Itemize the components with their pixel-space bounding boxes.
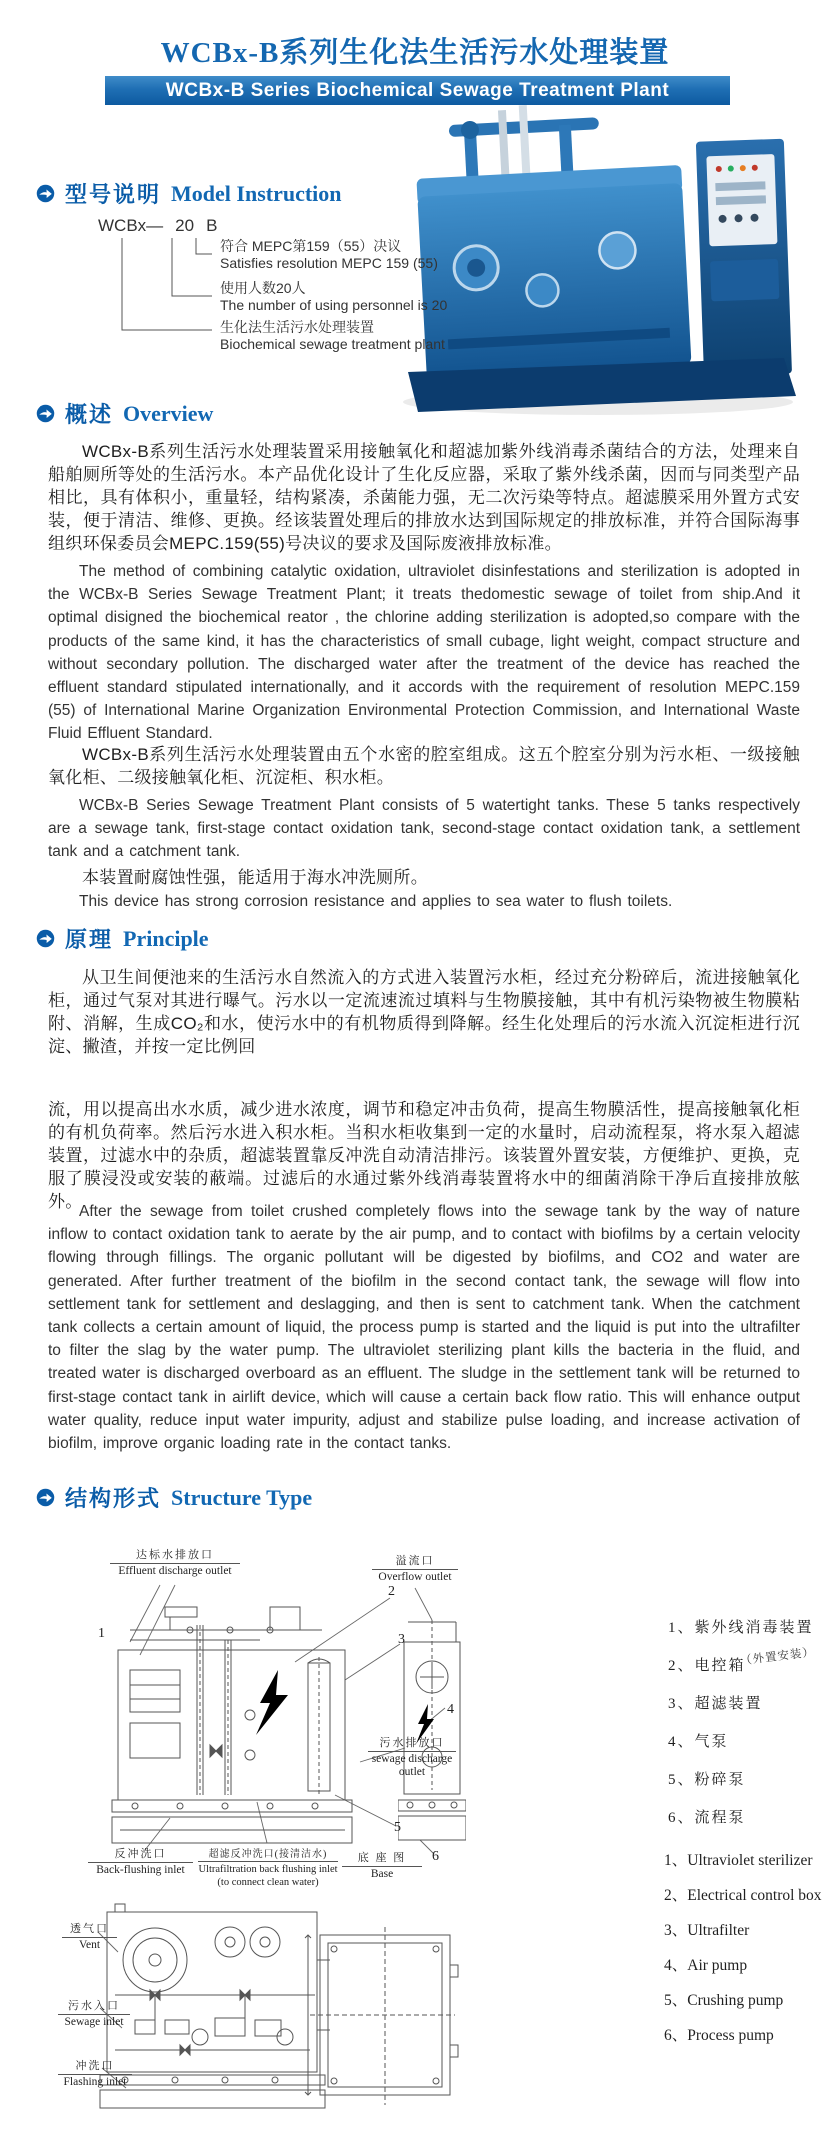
legend-cn-label-4: 气泵	[694, 1734, 729, 1750]
overview-paragraph-cn-1: WCBx-B系列生活污水处理装置采用接触氧化和超滤加紫外线消毒杀菌结合的方法，处理来自船舶厕所等处的生活污水。本产品优化设计了生化反应器，采取了紫外线杀菌，因而与同类型产品相比，具有体积小，重量轻，结构紧凑，杀菌能力强，无二次污染等特点。超滤膜采用外置方式安装，便于清洁、维修、更换。经该装置处理后的排放水达到国际规定的排放标准，并符合国际海事组织环保委员会MEPC.159(55)号决议的要求及国际废液排放标准。	[48, 442, 800, 553]
label-vent-cn: 透气口	[62, 1920, 117, 1938]
diagram-front-view	[110, 1595, 360, 1850]
legend-en-label-4: Air pump	[687, 1957, 748, 1974]
legend-cn-item-1	[668, 1616, 814, 1637]
legend-cn-num-3: 3、	[668, 1696, 695, 1712]
legend-en-item-6	[664, 2023, 822, 2045]
label-vent	[62, 1920, 117, 1952]
model-note-type-en: Biochemical sewage treatment plant	[220, 336, 445, 352]
overview-paragraph-en-2: WCBx-B Series Sewage Treatment Plant consists of 5 watertight tanks. These 5 tanks respectively are a sewage tank, first-stage contact oxidation tank, second-stage contact oxidation tank, a settlement tank and a catchment tank.	[48, 797, 800, 861]
legend-cn-num-4: 4、	[668, 1734, 695, 1750]
label-flashing-inlet	[58, 2057, 132, 2089]
legend-cn-item-5	[668, 1768, 814, 1789]
legend-cn-label-3: 超滤装置	[694, 1696, 763, 1712]
legend-cn-item-6	[668, 1806, 814, 1827]
section-title-overview-en: Overview	[123, 400, 214, 426]
section-title-principle-en: Principle	[123, 925, 209, 951]
arrow-circle-icon	[36, 1488, 55, 1507]
legend-cn-label-6: 流程泵	[694, 1810, 746, 1826]
label-flashing-inlet-en: Flashing inlet	[63, 2076, 127, 2088]
model-code	[98, 216, 217, 236]
legend-en-num-3: 3、	[664, 1922, 688, 1939]
label-overflow-outlet-cn: 溢流口	[372, 1552, 458, 1570]
arrow-circle-icon	[36, 929, 55, 948]
label-sewage-inlet-en: Sewage inlet	[64, 2016, 124, 2028]
arrow-circle-icon	[36, 184, 55, 203]
legend-en-item-4	[664, 1953, 822, 1975]
overview-paragraph-en-3: This device has strong corrosion resistance and applies to sea water to flush toilets.	[79, 893, 673, 910]
model-note-personnel	[220, 280, 550, 314]
label-effluent-outlet	[110, 1546, 240, 1578]
callout-1: 1	[98, 1626, 105, 1641]
section-title-model-en: Model Instruction	[171, 180, 342, 206]
diagram-base-view	[300, 1925, 460, 2110]
model-note-type-cn: 生化法生活污水处理装置	[220, 319, 374, 335]
section-title-structure-en: Structure Type	[171, 1484, 313, 1510]
diagram-side-view	[398, 1592, 466, 1852]
legend-cn-label-5: 粉碎泵	[694, 1772, 746, 1788]
legend-cn-num-6: 6、	[668, 1810, 695, 1826]
section-title-overview-cn: 概述	[65, 402, 114, 427]
legend-cn-num-1: 1、	[668, 1620, 695, 1636]
label-base	[342, 1849, 422, 1881]
title-banner: WCBx-B Series Biochemical Sewage Treatment Plant	[105, 76, 730, 105]
label-ultrafiltration-back-flushing-inlet-en: Ultrafiltration back flushing inlet (to connect clean water)	[198, 1864, 338, 1888]
arrow-circle-icon	[36, 404, 55, 423]
model-code-prefix: WCBx—	[98, 216, 164, 235]
legend-en-label-2: Electrical control box	[687, 1887, 822, 1904]
legend-cn-num-5: 5、	[668, 1772, 695, 1788]
legend-note-external-install: （外置安装）	[739, 1646, 816, 1668]
label-effluent-outlet-en: Effluent discharge outlet	[118, 1565, 232, 1577]
label-back-flushing-inlet	[88, 1845, 193, 1877]
overview-paragraph-en-1: The method of combining catalytic oxidation, ultraviolet disinfestations and sterilization is adopted in the WCBx-B Series Sewage Treatment Plant; it treats thedomestic sewage of toilet from ship.And it optimal disigned the biochemical reator , the chlorine adding sterilization is adopted,so compare with the products of the same kind, it has the characteristics of small cubage, light weight, compact structure and without secondary pollution. The discharged water after the treatment of the device has reached the effluent standard stipulated internationally, and it accords with the requirement of resolution MEPC.159 (55) of International Marine Organization Environmental Protection Commission, and International Waste Fluid Effluent Standard.	[48, 563, 800, 743]
section-heading-model	[36, 178, 342, 209]
principle-paragraph-cn-1: 从卫生间便池来的生活污水自然流入的方式进入装置污水柜，经过充分粉碎后，流进接触氧化柜，通过气泵对其进行曝气。污水以一定流速流过填料与生物膜接触，其中有机污染物被生物膜粘附、消解，生成CO₂和水，使污水中的有机物质得到降解。经生化处理后的污水流入沉淀柜进行沉淀、撇渣，并按一定比例回	[48, 968, 800, 1056]
overview-paragraph-cn-3: 本装置耐腐蚀性强，能适用于海水冲洗厕所。	[82, 868, 428, 887]
label-ultrafiltration-back-flushing-inlet-cn: 超滤反冲洗口(接清洁水)	[198, 1845, 338, 1862]
model-code-number: 20	[175, 216, 195, 235]
legend-en-num-5: 5、	[664, 1992, 688, 2009]
label-back-flushing-inlet-cn: 反冲洗口	[88, 1845, 193, 1863]
legend-en-label-6: Process pump	[687, 2027, 774, 2044]
callout-2: 2	[388, 1584, 395, 1599]
model-code-connector-lines	[98, 236, 218, 345]
label-sewage-inlet	[58, 1997, 130, 2029]
legend-en-num-1: 1、	[664, 1852, 688, 1869]
section-heading-principle	[36, 923, 209, 954]
section-title-model-cn: 型号说明	[65, 182, 162, 207]
label-back-flushing-inlet-en: Back-flushing inlet	[96, 1864, 185, 1876]
page-title: WCBx-B系列生化法生活污水处理装置	[160, 37, 670, 69]
legend-en-item-3	[664, 1918, 822, 1940]
label-sewage-inlet-cn: 污水入口	[58, 1997, 130, 2015]
legend-english	[664, 1848, 822, 2045]
label-flashing-inlet-cn: 冲洗口	[58, 2057, 132, 2075]
callout-5: 5	[394, 1820, 401, 1835]
legend-cn-num-2: 2、	[668, 1658, 695, 1674]
legend-en-num-6: 6、	[664, 2027, 688, 2044]
label-overflow-outlet-en: Overflow outlet	[378, 1571, 452, 1583]
label-vent-en: Vent	[78, 1939, 101, 1951]
section-heading-structure	[36, 1482, 312, 1513]
label-base-en: Base	[370, 1868, 394, 1880]
legend-en-num-2: 2、	[664, 1887, 688, 1904]
legend-en-item-5	[664, 1988, 822, 2010]
label-sewage-discharge-outlet-en: sewage discharge outlet	[371, 1753, 453, 1778]
label-ultrafiltration-back-flushing-inlet	[198, 1845, 338, 1889]
legend-en-item-1	[664, 1848, 822, 1870]
model-note-resolution-cn: 符合 MEPC第159（55）决议	[220, 238, 402, 254]
legend-en-label-5: Crushing pump	[687, 1992, 784, 2009]
overview-paragraph-cn-2: WCBx-B系列生活污水处理装置由五个水密的腔室组成。这五个腔室分别为污水柜、一级接触氧化柜、二级接触氧化柜、沉淀柜、积水柜。	[48, 745, 800, 787]
legend-cn-item-4	[668, 1730, 814, 1751]
callout-6: 6	[432, 1849, 439, 1864]
section-title-principle-cn: 原理	[65, 927, 114, 952]
callout-3: 3	[398, 1632, 405, 1647]
section-title-structure-cn: 结构形式	[65, 1486, 162, 1511]
model-note-personnel-en: The number of using personnel is 20	[220, 297, 448, 313]
model-note-personnel-cn: 使用人数20人	[220, 280, 306, 296]
legend-cn-label-1: 紫外线消毒装置	[694, 1620, 814, 1636]
legend-en-num-4: 4、	[664, 1957, 688, 1974]
label-base-cn: 底 座 图	[342, 1849, 422, 1867]
label-sewage-discharge-outlet-cn: 污水排放口	[368, 1734, 456, 1752]
legend-cn-label-2: 电控箱	[694, 1658, 746, 1674]
legend-en-label-3: Ultrafilter	[687, 1922, 750, 1939]
principle-paragraph-cn-2: 流，用以提高出水水质，减少进水浓度，调节和稳定冲击负荷，提高生物膜活性，提高接触氧化柜的有机负荷率。然后污水进入积水柜。当积水柜收集到一定的水量时，启动流程泵，将水泵入超滤装置，过滤水中的杂质，超滤装置靠反冲洗自动清洁排污。该装置外置安装，方便维护、更换，克服了膜浸没或安装的蔽端。过滤后的水通过紫外线消毒装置将水中的细菌消除干净后直接排放舷外。	[48, 1100, 800, 1211]
legend-cn-item-3	[668, 1692, 814, 1713]
legend-en-label-1: Ultraviolet sterilizer	[687, 1852, 813, 1869]
model-note-type	[220, 319, 550, 353]
label-overflow-outlet	[372, 1552, 458, 1584]
legend-en-item-2	[664, 1883, 822, 1905]
label-sewage-discharge-outlet	[368, 1734, 456, 1779]
section-heading-overview	[36, 398, 213, 429]
model-note-resolution-en: Satisfies resolution MEPC 159 (55)	[220, 255, 438, 271]
model-code-suffix: B	[206, 216, 218, 235]
model-note-resolution	[220, 238, 550, 272]
label-effluent-outlet-cn: 达标水排放口	[110, 1546, 240, 1564]
callout-4: 4	[447, 1702, 454, 1717]
principle-paragraph-en: After the sewage from toilet crushed completely flows into the sewage tank by the way of nature inflow to contact oxidation tank to aerate by the air pump, and to contact with biofilms by a certain velocity flowing through fillings. The organic pollutant will be digested by biofilms, and CO2 and water are generated. After further treatment of the biofilm in the second contact tank, the sewage will flow into settlement tank for settlement and deslagging, and then is sent to catchment tank. When the catchment tank collects a certain amount of liquid, the process pump is started and the liquid is put into the ultrafilter to filter the slag by the water pump. The ultraviolet sterilizing plant kills the bacteria in the fluid, and treated water is discharged overboard as an effluent. The sludge in the settlement tank will be returned to first-stage contact tank in airlift device, which will cause a certain back flow ratio. This will enhance output water quality, reduce input water impurity, adjust and stabilize pulse loading, and increase activation of biofilm, improve organic loading rate in the contact tanks.	[48, 1203, 800, 1453]
